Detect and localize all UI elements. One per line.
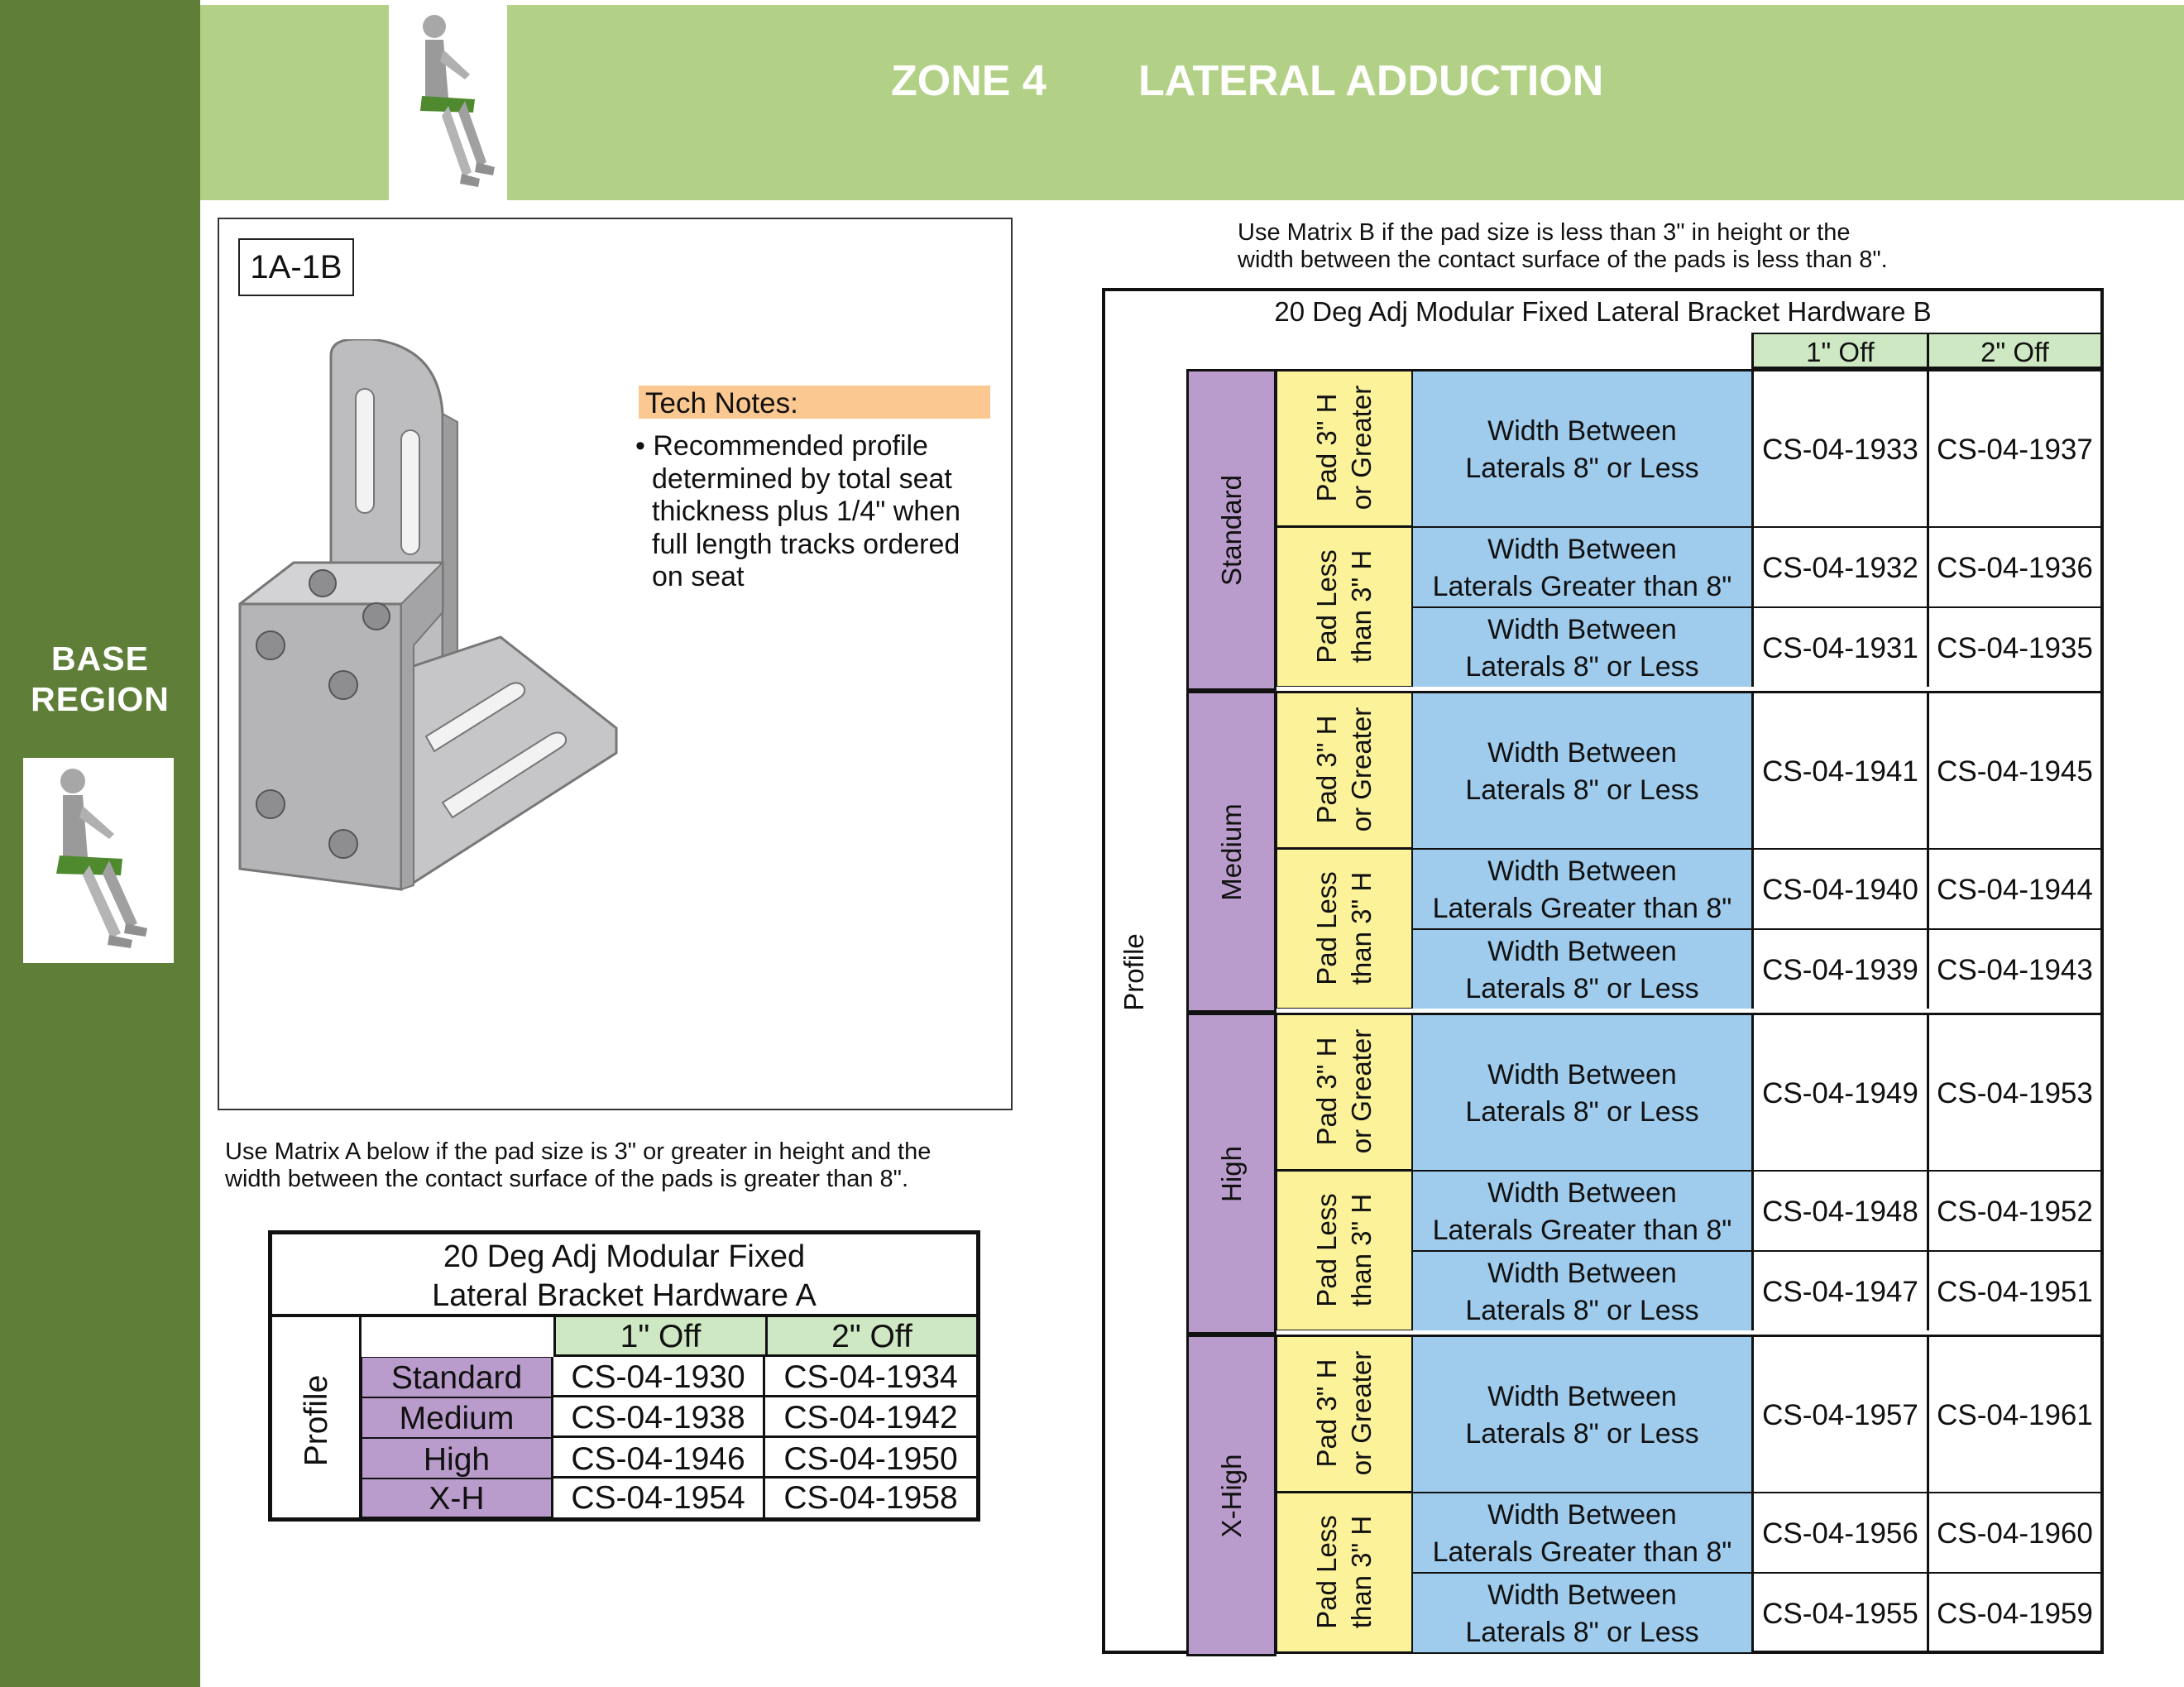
matrix-b-code: CS-04-1937 <box>1927 369 2100 526</box>
matrix-b-profile-label: High <box>1215 1145 1247 1202</box>
zone-number: ZONE 4 <box>891 57 1046 105</box>
matrix-a-code: CS-04-1942 <box>765 1397 976 1438</box>
matrix-b-code: CS-04-1935 <box>1927 606 2100 687</box>
matrix-b-code: CS-04-1931 <box>1751 606 1927 687</box>
matrix-a-axis-label: Profile <box>299 1374 334 1467</box>
matrix-b-width-cell: Width Between Laterals 8" or Less <box>1412 691 1751 848</box>
region-label: BASE REGION <box>31 640 170 718</box>
matrix-b-pad-label: Pad 3" H or Greater <box>1311 1028 1377 1154</box>
matrix-b-code: CS-04-1957 <box>1751 1335 1927 1492</box>
matrix-b-profile-label: Standard <box>1215 474 1247 586</box>
matrix-a-code: CS-04-1950 <box>765 1438 976 1479</box>
matrix-a-code: CS-04-1954 <box>553 1479 765 1517</box>
matrix-b-axis-label: Profile <box>1118 933 1149 1011</box>
matrix-b-code: CS-04-1959 <box>1927 1572 2100 1652</box>
matrix-b-pad-label: Pad Less than 3" H <box>1311 1515 1377 1629</box>
matrix-b-pad-label: Pad 3" H or Greater <box>1311 1350 1377 1476</box>
matrix-b-width-cell: Width Between Laterals Greater than 8" <box>1412 848 1751 928</box>
matrix-b-width-cell: Width Between Laterals 8" or Less <box>1412 1335 1751 1492</box>
matrix-b-code: CS-04-1953 <box>1927 1013 2100 1170</box>
matrix-a-row-label: Medium <box>362 1397 553 1438</box>
matrix-b-col-1: 1" Off <box>1751 333 1927 369</box>
matrix-b-width-cell: Width Between Laterals Greater than 8" <box>1412 1492 1751 1572</box>
matrix-b-width-cell: Width Between Laterals Greater than 8" <box>1412 1170 1751 1250</box>
matrix-b-width-cell: Width Between Laterals 8" or Less <box>1412 1250 1751 1330</box>
matrix-b-code: CS-04-1943 <box>1927 928 2100 1009</box>
matrix-b-table <box>1102 288 2104 1654</box>
bracket-illustration <box>236 339 625 906</box>
matrix-a-row-label: Standard <box>362 1357 553 1397</box>
matrix-b-code: CS-04-1940 <box>1751 848 1927 928</box>
matrix-a-col-2: 2" Off <box>765 1317 976 1357</box>
matrix-b-profile-label: X-High <box>1215 1454 1247 1537</box>
tech-notes-title: Tech Notes: <box>639 386 990 419</box>
matrix-b-code: CS-04-1933 <box>1751 369 1927 526</box>
matrix-b-code: CS-04-1951 <box>1927 1250 2100 1330</box>
matrix-b-col-2: 2" Off <box>1927 333 2100 369</box>
matrix-a-row-label: High <box>362 1438 553 1479</box>
matrix-b-code: CS-04-1960 <box>1927 1492 2100 1572</box>
matrix-b-code: CS-04-1948 <box>1751 1170 1927 1250</box>
matrix-b-code: CS-04-1956 <box>1751 1492 1927 1572</box>
seated-figure-thumbnail-icon <box>389 0 507 200</box>
matrix-b-width-cell: Width Between Laterals Greater than 8" <box>1412 526 1751 606</box>
matrix-a-code: CS-04-1930 <box>553 1357 765 1397</box>
matrix-b-title: 20 Deg Adj Modular Fixed Lateral Bracket Hardware B <box>1274 296 1932 327</box>
matrix-b-note: Use Matrix B if the pad size is less than 3" in height or the width between the contact surface of the pads is less than 8". <box>1238 219 1888 273</box>
matrix-b-width-cell: Width Between Laterals 8" or Less <box>1412 606 1751 687</box>
matrix-a-code: CS-04-1958 <box>783 1480 958 1516</box>
matrix-b-code: CS-04-1944 <box>1927 848 2100 928</box>
matrix-a-col-1: 1" Off <box>553 1317 765 1357</box>
matrix-b-code: CS-04-1955 <box>1751 1572 1927 1652</box>
matrix-b-pad-label: Pad Less than 3" H <box>1311 1193 1377 1307</box>
matrix-a-code: CS-04-1946 <box>553 1438 765 1479</box>
panel-tag: 1A-1B <box>238 238 354 296</box>
matrix-b-code: CS-04-1952 <box>1927 1170 2100 1250</box>
matrix-b-code: CS-04-1949 <box>1751 1013 1927 1170</box>
matrix-a-table <box>268 1230 980 1522</box>
matrix-b-width-cell: Width Between Laterals 8" or Less <box>1412 928 1751 1009</box>
tech-notes-body: • Recommended profile determined by total seat thickness plus 1/4" when full length tracks ordered on seat <box>635 430 961 592</box>
matrix-b-code: CS-04-1947 <box>1751 1250 1927 1330</box>
matrix-b-code: CS-04-1932 <box>1751 526 1927 606</box>
matrix-b-code: CS-04-1961 <box>1927 1335 2100 1492</box>
matrix-a-row-label: X-H <box>362 1479 553 1517</box>
matrix-b-pad-label: Pad Less than 3" H <box>1311 871 1377 985</box>
matrix-b-pad-label: Pad 3" H or Greater <box>1311 707 1377 832</box>
page-title: LATERAL ADDUCTION <box>1138 57 1604 105</box>
matrix-b-code: CS-04-1945 <box>1927 691 2100 848</box>
matrix-a-code: CS-04-1938 <box>553 1397 765 1438</box>
matrix-b-code: CS-04-1936 <box>1927 526 2100 606</box>
seated-figure-icon <box>23 758 174 963</box>
matrix-b-profile-label: Medium <box>1215 803 1247 901</box>
matrix-a-note: Use Matrix A below if the pad size is 3" or greater in height and the width between the contact surface of the pads is greater than 8". <box>225 1138 932 1192</box>
matrix-b-width-cell: Width Between Laterals 8" or Less <box>1412 1572 1751 1652</box>
matrix-b-width-cell: Width Between Laterals 8" or Less <box>1412 369 1751 526</box>
matrix-b-width-cell: Width Between Laterals 8" or Less <box>1412 1013 1751 1170</box>
matrix-a-title: 20 Deg Adj Modular Fixed Lateral Bracket Hardware A <box>272 1234 976 1317</box>
matrix-b-pad-label: Pad Less than 3" H <box>1311 549 1377 664</box>
matrix-b-pad-label: Pad 3" H or Greater <box>1311 385 1377 510</box>
matrix-b-code: CS-04-1941 <box>1751 691 1927 848</box>
matrix-a-code: CS-04-1934 <box>765 1357 976 1397</box>
matrix-b-code: CS-04-1939 <box>1751 928 1927 1009</box>
